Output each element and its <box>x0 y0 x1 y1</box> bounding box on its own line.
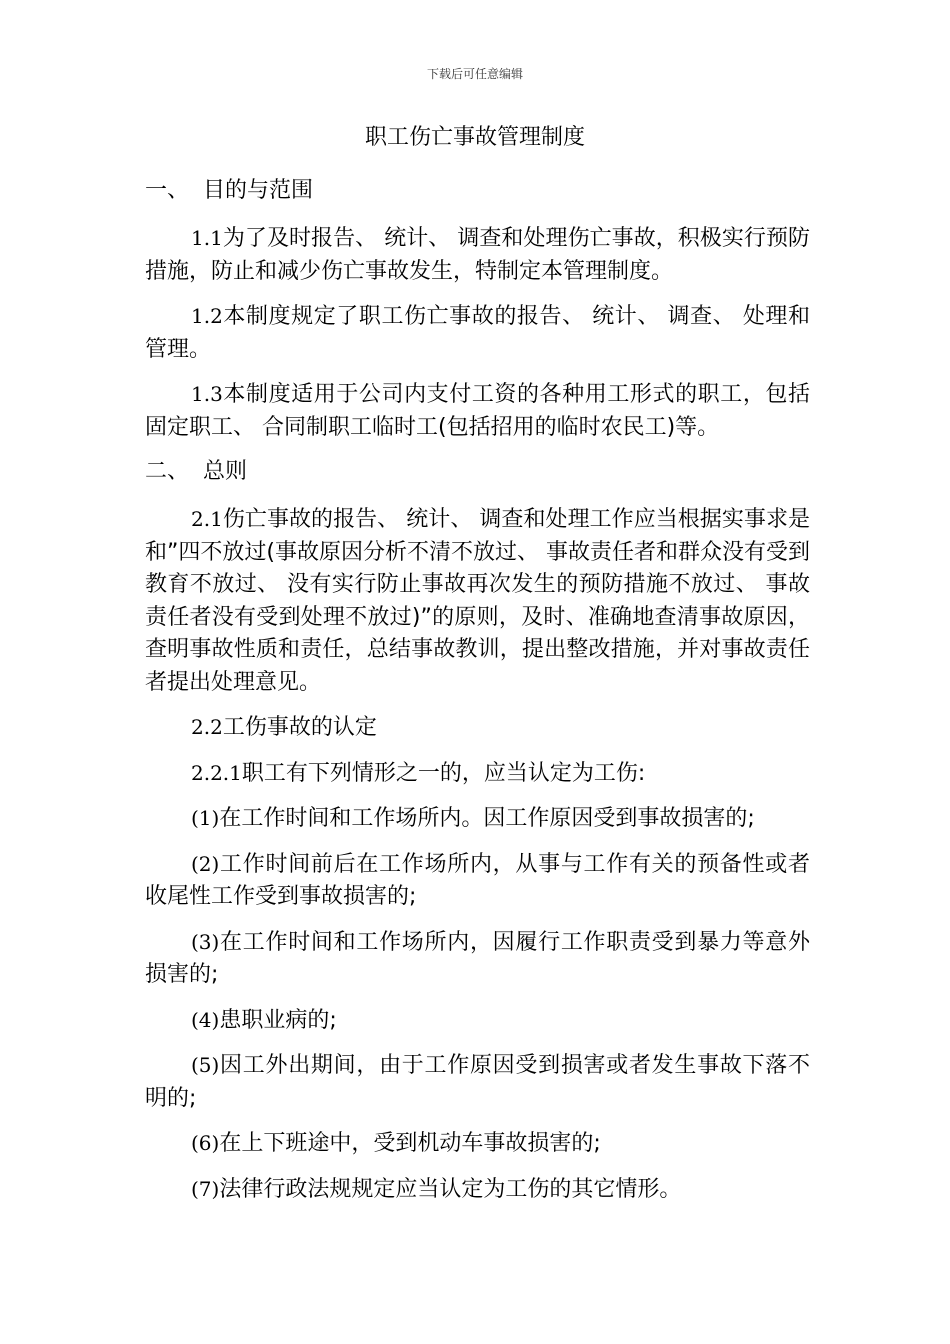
paragraph-number: 1.2 <box>191 304 223 328</box>
paragraph <box>145 757 810 791</box>
list-item <box>145 1173 810 1207</box>
item-number: (1) <box>191 806 220 830</box>
paragraph-text: 工伤事故的认定 <box>222 715 377 740</box>
section-heading <box>145 175 810 207</box>
list-item <box>145 848 810 914</box>
document-title: 职工伤亡事故管理制度 <box>364 125 585 150</box>
item-text: 在工作时间和工作场所内，因履行工作职责受到暴力等意外损害的; <box>145 929 810 987</box>
section-number: 一、 <box>145 178 190 203</box>
paragraph <box>145 378 810 444</box>
list-item <box>145 1127 810 1161</box>
paragraph-number: 2.2.1 <box>191 760 242 785</box>
paragraph-text: 为了及时报告、 统计、 调查和处理伤亡事故，积极实行预防措施，防止和减少伤亡事故发生，特制定本管理制度。 <box>145 226 810 284</box>
item-number: (2) <box>191 851 220 876</box>
paragraph-number: 2.2 <box>191 715 223 739</box>
paragraph <box>145 300 810 366</box>
header-note: 下载后可任意编辑 <box>426 67 523 81</box>
section-title: 目的与范围 <box>203 178 314 203</box>
item-text: 法律行政法规规定应当认定为工伤的其它情形。 <box>219 1176 682 1202</box>
item-text: 患职业病的; <box>219 1007 337 1033</box>
list-item <box>145 802 810 836</box>
item-text: 在上下班途中，受到机动车事故损害的; <box>219 1131 601 1156</box>
item-number: (4) <box>191 1007 220 1032</box>
list-item <box>145 1004 810 1038</box>
paragraph-number: 2.1 <box>191 507 223 531</box>
paragraph-number: 1.1 <box>191 226 223 250</box>
paragraph <box>145 222 810 288</box>
list-item <box>145 926 810 992</box>
item-text: 因工外出期间，由于工作原因受到损害或者发生事故下落不明的; <box>145 1053 810 1111</box>
list-item <box>145 1049 810 1115</box>
item-number: (5) <box>191 1053 220 1077</box>
paragraph-number: 1.3 <box>191 382 223 406</box>
paragraph <box>145 711 810 745</box>
item-number: (6) <box>191 1131 220 1155</box>
paragraph-text: 伤亡事故的报告、 统计、 调查和处理工作应当根据实事求是和”四不放过(事故原因分析不清不放过、 事故责任者和群众没有受到教育不放过、 没有实行防止事故再次发生的预防措施不放过、 事故责任者没有受到处理不放过)”的原则，及时、准确地查清事故原因，查明事故性质和责任，总结事故教训，提出整改措施，并对事故责任者提出处理意见。 <box>145 507 810 695</box>
document-body <box>145 170 810 1218</box>
paragraph-text: 本制度规定了职工伤亡事故的报告、 统计、 调查、 处理和管理。 <box>145 304 810 362</box>
section-heading <box>145 456 810 488</box>
paragraph-text: 职工有下列情形之一的，应当认定为工伤: <box>241 760 646 786</box>
paragraph-text: 本制度适用于公司内支付工资的各种用工形式的职工，包括固定职工、 合同制职工临时工(包括招用的临时农民工)等。 <box>145 382 810 440</box>
item-text: 在工作时间和工作场所内。因工作原因受到事故损害的; <box>219 806 755 831</box>
item-text: 工作时间前后在工作场所内，从事与工作有关的预备性或者收尾性工作受到事故损害的; <box>145 851 810 909</box>
item-number: (7) <box>191 1176 220 1201</box>
paragraph <box>145 503 810 699</box>
section-number: 二、 <box>145 459 190 484</box>
section-title: 总则 <box>203 459 248 484</box>
item-number: (3) <box>191 929 220 954</box>
